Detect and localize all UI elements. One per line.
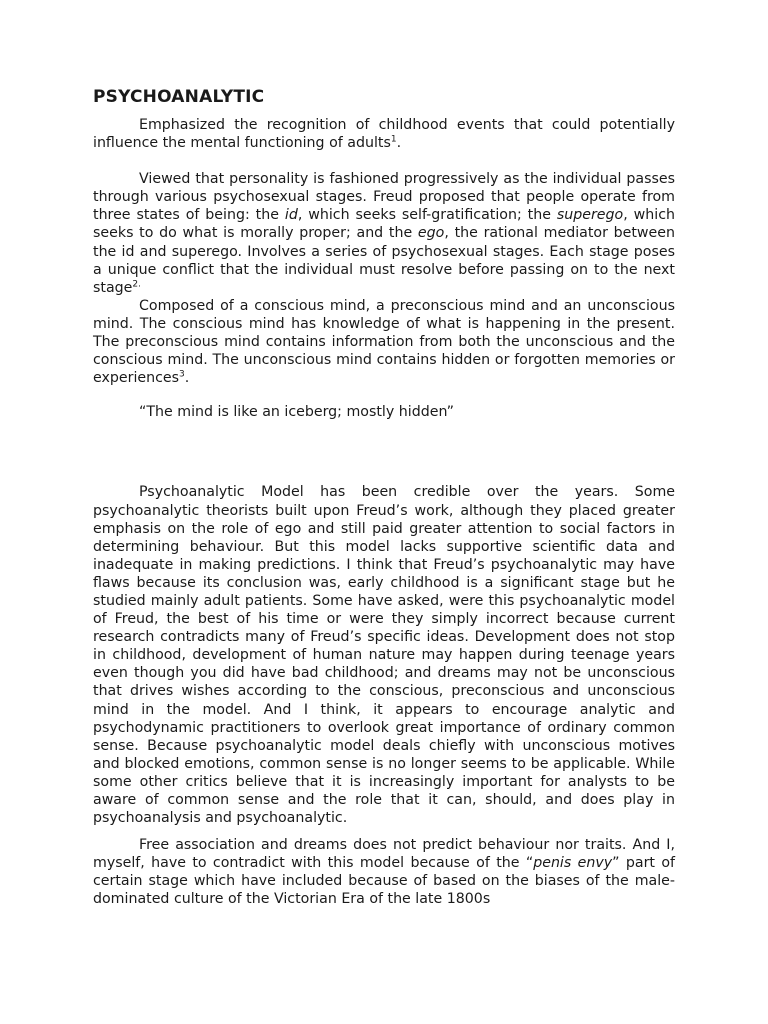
paragraph-conscious-mind: Composed of a conscious mind, a preconscious mind and an unconscious mind. The conscious mind has knowledge of what is happening in the present. The preconscious mind contains information from both the unconscious and the conscious mind. The unconscious mind contains hidden or forgotten memories or experiences$^3$.	[93, 297, 675, 387]
iceberg-quote: “The mind is like an iceberg; mostly hidden”	[139, 404, 455, 421]
footnote-ref-3: 3	[179, 369, 185, 380]
paragraph-model-critique: Psychoanalytic Model has been credible over the years. Some psychoanalytic theorists built upon Freud’s work, although they placed greater emphasis on the role of ego and still paid greater attention to social factors in determining behaviour. But this model lacks supportive scientific data and inadequate in making predictions. I think that Freud’s psychoanalytic may have flaws because its conclusion was, early childhood is a significant stage but he studied mainly adult patients. Some have asked, were this psychoanalytic model of Freud, the best of his time or were they simply incorrect because current research contradicts many of Freud’s specific ideas. Development does not stop in childhood, development of human nature may happen during teenage years even though you did have bad childhood; and dreams may not be unconscious that drives wishes according to the conscious, preconscious and unconscious mind in the model. And I think, it appears to encourage analytic and psychodynamic practitioners to overlook great importance of ordinary common sense. Because psychoanalytic model deals chiefly with unconscious motives and blocked emotions, common sense is no longer seems to be applicable. While some other critics believe that it is increasingly important for analysts to be aware of common sense and the role that it can, should, and does play in psychoanalysis and psychoanalytic.	[93, 484, 675, 827]
term-penis-envy: penis envy	[533, 855, 613, 872]
footnote-ref-2: 2.	[132, 279, 141, 290]
term-ego: ego	[417, 225, 445, 242]
term-id: id	[284, 207, 298, 224]
section-heading: PSYCHOANALYTIC	[93, 87, 265, 107]
paragraph-psychosexual-stages: Viewed that personality is fashioned progressively as the individual passes through various psychosexual stages. Freud proposed that people operate from three states of being: the id, which seeks self-gratification; the superego, which seeks to do what is morally proper; and the ego, the rational mediator between the id and superego. Involves a series of psychosexual stages. Each stage poses a unique conflict that the individual must resolve before passing on to the next stage$^{2.}$	[93, 171, 675, 296]
footnote-ref-1: 1	[390, 134, 397, 145]
document-page	[93, 86, 675, 909]
paragraph-childhood-events: Emphasized the recognition of childhood events that could potentially influence the mental functioning of adults$^1$.	[93, 117, 675, 152]
paragraph-free-association: Free association and dreams does not predict behaviour nor traits. And I, myself, have to contradict with this model because of the “penis envy” part of certain stage which have included because of based on the biases of the male-dominated culture of the Victorian Era of the late 1800s	[93, 837, 676, 908]
term-superego: superego	[556, 207, 624, 224]
